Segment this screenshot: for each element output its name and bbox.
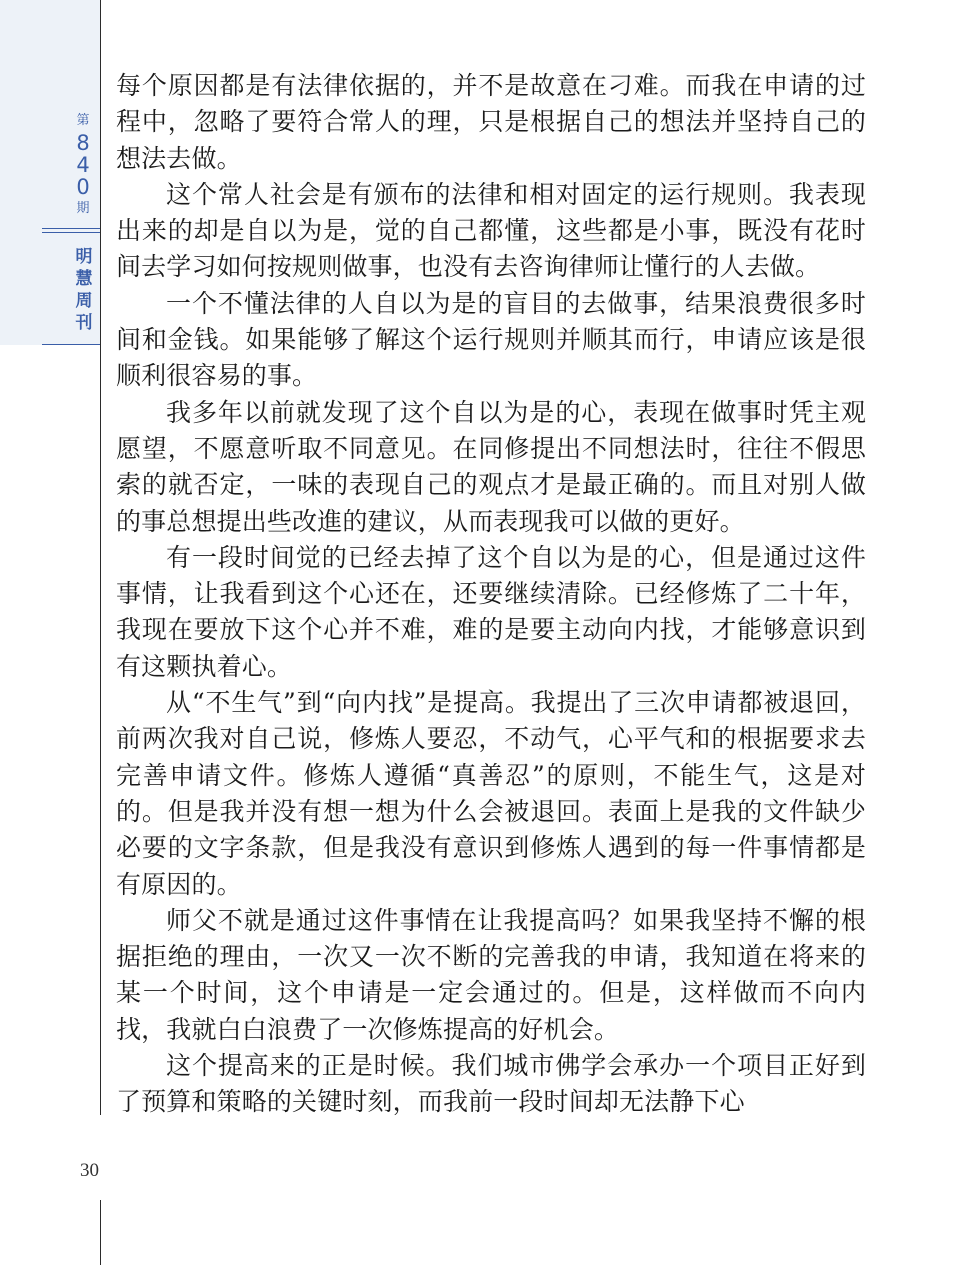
sidebar-rule: [100, 0, 101, 1115]
paragraph: 一个不懂法律的人自以为是的盲目的去做事，结果浪费很多时间和金钱。如果能够了解这个运行规则并顺其而行，申请应该是很顺利很容易的事。: [116, 288, 866, 391]
paragraph: 这个常人社会是有颁布的法律和相对固定的运行规则。我表现出来的却是自以为是，觉的自己都懂，这些都是小事，既没有花时间去学习如何按规则做事，也没有去咨询律师让懂行的人去做。: [116, 179, 866, 282]
sidebar: [0, 0, 100, 1265]
magazine-char: 明: [75, 247, 93, 267]
divider-line: [42, 344, 100, 345]
issue-digits: [70, 132, 96, 198]
paragraph: 每个原因都是有法律依据的，并不是故意在刁难。而我在申请的过程中，忽略了要符合常人的理，只是根据自己的想法并坚持自己的想法去做。: [116, 71, 866, 173]
magazine-char: 周: [75, 291, 93, 311]
divider-line: [42, 232, 100, 233]
divider-line: [42, 228, 100, 229]
magazine-char: 刊: [75, 313, 93, 333]
issue-number: [70, 112, 96, 218]
magazine-name: [70, 246, 98, 334]
sidebar-rule: [100, 1200, 101, 1265]
paragraph: 有一段时间觉的已经去掉了这个自以为是的心，但是通过这件事情，让我看到这个心还在，还要继续清除。已经修炼了二十年，我现在要放下这个心并不难，难的是要主动向内找，才能够意识到有这颗执着心。: [116, 542, 866, 681]
paragraph: 这个提高来的正是时候。我们城市佛学会承办一个项目正好到了预算和策略的关键时刻，而我前一段时间却无法静下心: [116, 1051, 866, 1117]
issue-digit: 8: [76, 131, 90, 155]
page-number: 30: [80, 1160, 99, 1181]
paragraph: 从“不生气”到“向内找”是提高。我提出了三次申请都被退回，前两次我对自己说，修炼人要忍，不动气，心平气和的根据要求去完善申请文件。修炼人遵循“真善忍”的原则，不能生气，这是对的。但是我并没有想一想为什么会被退回。表面上是我的文件缺少必要的文字条款，但是我没有意识到修炼人遇到的每一件事情都是有原因的。: [116, 688, 866, 899]
paragraph: 我多年以前就发现了这个自以为是的心，表现在做事时凭主观愿望，不愿意听取不同意见。在同修提出不同想法时，往往不假思索的就否定，一味的表现自己的观点才是最正确的。而且对别人做的事总想提出些改進的建议，从而表现我可以做的更好。: [116, 397, 866, 536]
issue-digit: 0: [76, 175, 90, 199]
paragraph: 师父不就是通过这件事情在让我提高吗？如果我坚持不懈的根据拒绝的理由，一次又一次不断的完善我的申请，我知道在将来的某一个时间，这个申请是一定会通过的。但是，这样做而不向内找，我就白白浪费了一次修炼提高的好机会。: [116, 905, 866, 1044]
magazine-char: 慧: [75, 269, 93, 289]
issue-suffix: 期: [76, 201, 90, 216]
issue-digit: 4: [76, 153, 90, 177]
issue-prefix: 第: [76, 113, 90, 128]
article-body: [116, 68, 866, 1121]
